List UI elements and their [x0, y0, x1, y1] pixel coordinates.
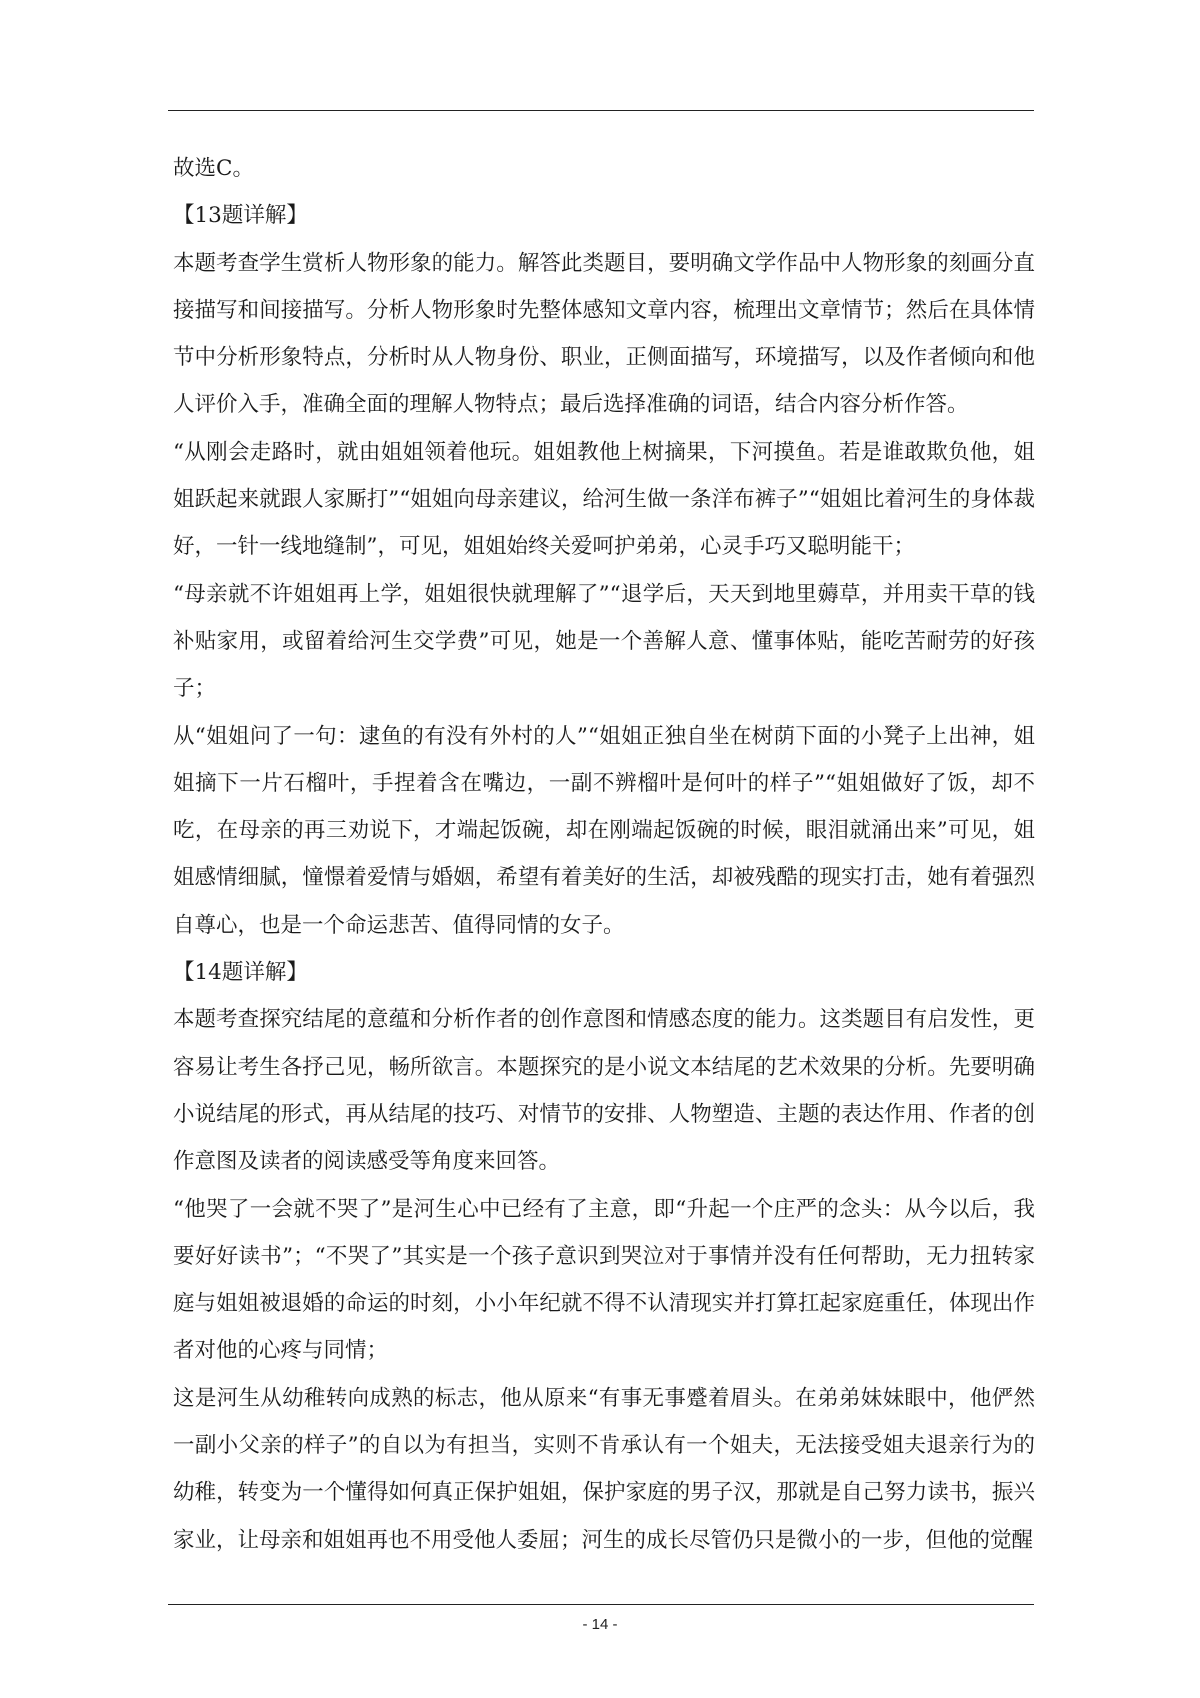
section-heading-14: 【14题详解】: [173, 960, 308, 986]
header-rule: [168, 110, 1034, 111]
document-body: [173, 145, 1035, 1564]
section-heading-13: 【13题详解】: [173, 203, 308, 229]
paragraph-13-quote-1: “从刚会走路时，就由姐姐领着他玩。姐姐教他上树摘果，下河摸鱼。若是谁敢欺负他，姐姐跃起来就跟人家厮打”“姐姐向母亲建议，给河生做一条洋布裤子”“姐姐比着河生的身体裁好，一针一线地缝制”，可见，姐姐始终关爱呵护弟弟，心灵手巧又聪明能干；: [173, 439, 1035, 560]
footer-rule: [168, 1604, 1034, 1605]
paragraph-14-analysis-2: 这是河生从幼稚转向成熟的标志，他从原来“有事无事蹙着眉头。在弟弟妹妹眼中，他俨然一副小父亲的样子”的自以为有担当，实则不肯承认有一个姐夫，无法接受姐夫退亲行为的幼稚，转变为一个懂得如何真正保护姐姐，保护家庭的男子汉，那就是自己努力读书，振兴家业，让母亲和姐姐再也不用受他人委屈；河生的成长尽管仍只是微小的一步，但他的觉醒: [173, 1385, 1035, 1553]
paragraph-13-quote-3: 从“姐姐问了一句：逮鱼的有没有外村的人”“姐姐正独自坐在树荫下面的小凳子上出神，姐姐摘下一片石榴叶，手捏着含在嘴边，一副不辨榴叶是何叶的样子”“姐姐做好了饭，却不吃，在母亲的再三劝说下，才端起饭碗，却在刚端起饭碗的时候，眼泪就涌出来”可见，姐姐感情细腻，憧憬着爱情与婚姻，希望有着美好的生活，却被残酷的现实打击，她有着强烈自尊心，也是一个命运悲苦、值得同情的女子。: [173, 723, 1035, 938]
paragraph-13-intro: 本题考查学生赏析人物形象的能力。解答此类题目，要明确文学作品中人物形象的刻画分直接描写和间接描写。分析人物形象时先整体感知文章内容，梳理出文章情节；然后在具体情节中分析形象特点，分析时从人物身份、职业，正侧面描写，环境描写，以及作者倾向和他人评价入手，准确全面的理解人物特点；最后选择准确的词语，结合内容分析作答。: [173, 250, 1035, 418]
paragraph-14-intro: 本题考查探究结尾的意蕴和分析作者的创作意图和情感态度的能力。这类题目有启发性，更容易让考生各抒己见，畅所欲言。本题探究的是小说文本结尾的艺术效果的分析。先要明确小说结尾的形式，再从结尾的技巧、对情节的安排、人物塑造、主题的表达作用、作者的创作意图及读者的阅读感受等角度来回答。: [173, 1007, 1035, 1175]
page-number: - 14 -: [582, 1616, 618, 1633]
paragraph-answer-choice: 故选C。: [173, 156, 254, 181]
paragraph-14-analysis-1: “他哭了一会就不哭了”是河生心中已经有了主意，即“升起一个庄严的念头：从今以后，我要好好读书”；“不哭了”其实是一个孩子意识到哭泣对于事情并没有任何帮助，无力扭转家庭与姐姐被退婚的命运的时刻，小小年纪就不得不认清现实并打算扛起家庭重任，体现出作者对他的心疼与同情；: [173, 1196, 1035, 1364]
paragraph-13-quote-2: “母亲就不许姐姐再上学，姐姐很快就理解了”“退学后，天天到地里薅草，并用卖干草的钱补贴家用，或留着给河生交学费”可见，她是一个善解人意、懂事体贴，能吃苦耐劳的好孩子；: [173, 581, 1035, 702]
